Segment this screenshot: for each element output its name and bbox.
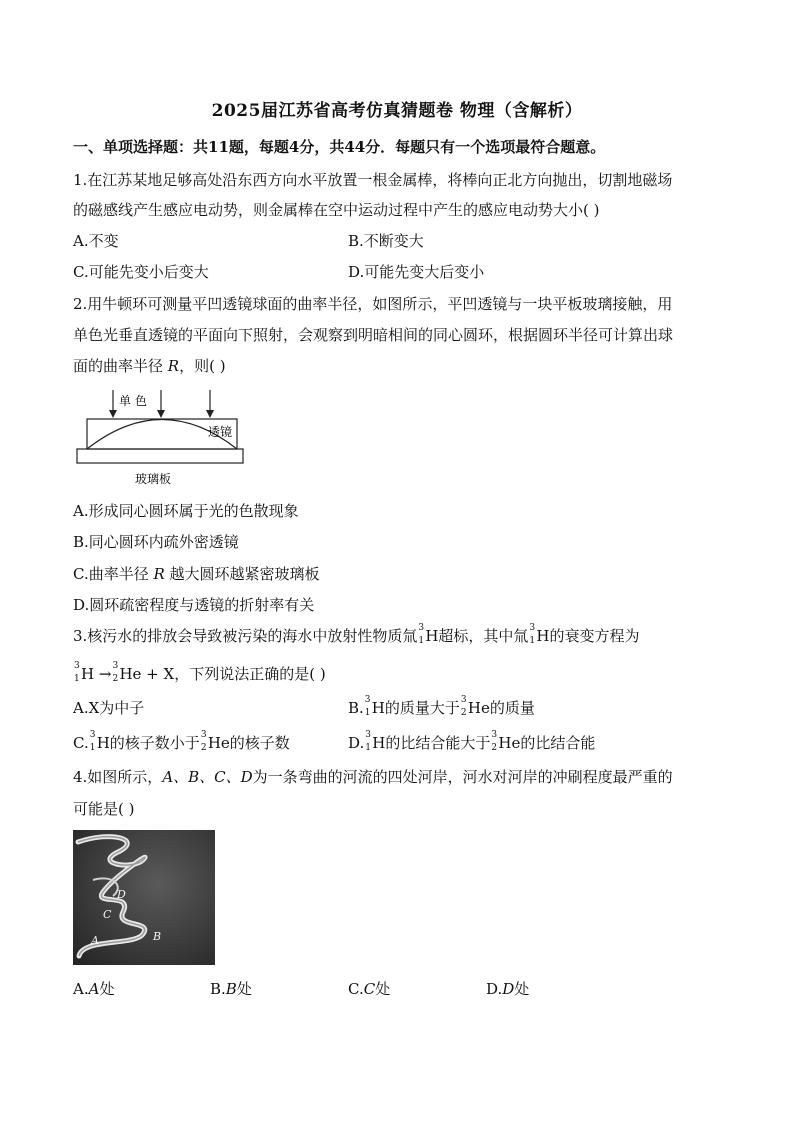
q1-stem-line1: 1.在江苏某地足够高处沿东西方向水平放置一根金属棒，将棒向正北方向抛出，切割地磁场 xyxy=(73,171,673,189)
q2-stem-line1: 2.用牛顿环可测量平凹透镜球面的曲率半径，如图所示，平凹透镜与一块平板玻璃接触，用 xyxy=(73,295,673,313)
section-heading: 一、单项选择题：共11题，每题4分，共44分．每题只有一个选项最符合题意。 xyxy=(73,138,606,156)
q4-stem-line2: 可能是( ) xyxy=(73,800,135,818)
fig-light-label: 单 色 xyxy=(119,394,147,408)
river-meander-image xyxy=(73,830,215,965)
fig-label-d: D xyxy=(117,888,126,901)
q3-option-d: D. 3 1 H的比结合能大于 3 2 He的比结合能 xyxy=(348,730,596,753)
q4-option-b: B.B处 xyxy=(210,980,252,998)
q1-option-a: A.不变 xyxy=(73,232,119,250)
fig-label-b: B xyxy=(153,930,162,943)
q2-option-a: A.形成同心圆环属于光的色散现象 xyxy=(73,502,299,520)
fig-lens-label: 透镜 xyxy=(208,425,233,439)
newton-ring-figure xyxy=(73,388,245,488)
q3-option-a: A.X为中子 xyxy=(73,699,145,717)
tritium-symbol: 3 1 xyxy=(418,623,425,646)
q3-stem-line1: 3.核污水的排放会导致被污染的海水中放射性物质氚 3 1 H超标，其中氚 3 1 H的衰变方程为 xyxy=(73,623,640,646)
q1-option-c: C.可能先变小后变大 xyxy=(73,263,209,281)
q1-stem-line2: 的磁感线产生感应电动势，则金属棒在空中运动过程中产生的感应电动势大小( ) xyxy=(73,201,600,219)
q3-option-b: B. 3 1 H的质量大于 3 2 He的质量 xyxy=(348,695,535,718)
newton-ring-diagram xyxy=(73,388,245,488)
q1-option-d: D.可能先变大后变小 xyxy=(348,263,485,281)
q3-option-c: C. 3 1 H的核子数小于 3 2 He的核子数 xyxy=(73,730,290,753)
q2-stem-line3: 面的曲率半径 R，则( ) xyxy=(73,357,226,375)
q2-option-b: B.同心圆环内疏外密透镜 xyxy=(73,533,239,551)
q4-option-c: C.C处 xyxy=(348,980,391,998)
q4-stem-line1: 4.如图所示，A、B、C、D为一条弯曲的河流的四处河岸，河水对河岸的冲刷程度最严重的 xyxy=(73,768,673,786)
q2-option-c: C.曲率半径 R 越大圆环越紧密玻璃板 xyxy=(73,565,320,583)
q2-stem-line2: 单色光垂直透镜的平面向下照射，会观察到明暗相间的同心圆环，根据圆环半径可计算出球 xyxy=(73,326,674,344)
fig-label-c: C xyxy=(103,908,112,921)
fig-label-a: A xyxy=(91,934,99,947)
page-title: 2025届江苏省高考仿真猜题卷 物理（含解析） xyxy=(211,101,583,121)
river-photo xyxy=(73,830,215,965)
fig-plate-label: 玻璃板 xyxy=(135,472,172,486)
q1-option-b: B.不断变大 xyxy=(348,232,424,250)
q4-option-d: D.D处 xyxy=(486,980,530,998)
q2-option-d: D.圆环疏密程度与透镜的折射率有关 xyxy=(73,596,315,614)
q4-option-a: A.A处 xyxy=(73,980,115,998)
q3-decay-equation: 3 1 H → 3 2 He + X，下列说法正确的是( ) xyxy=(74,661,326,684)
